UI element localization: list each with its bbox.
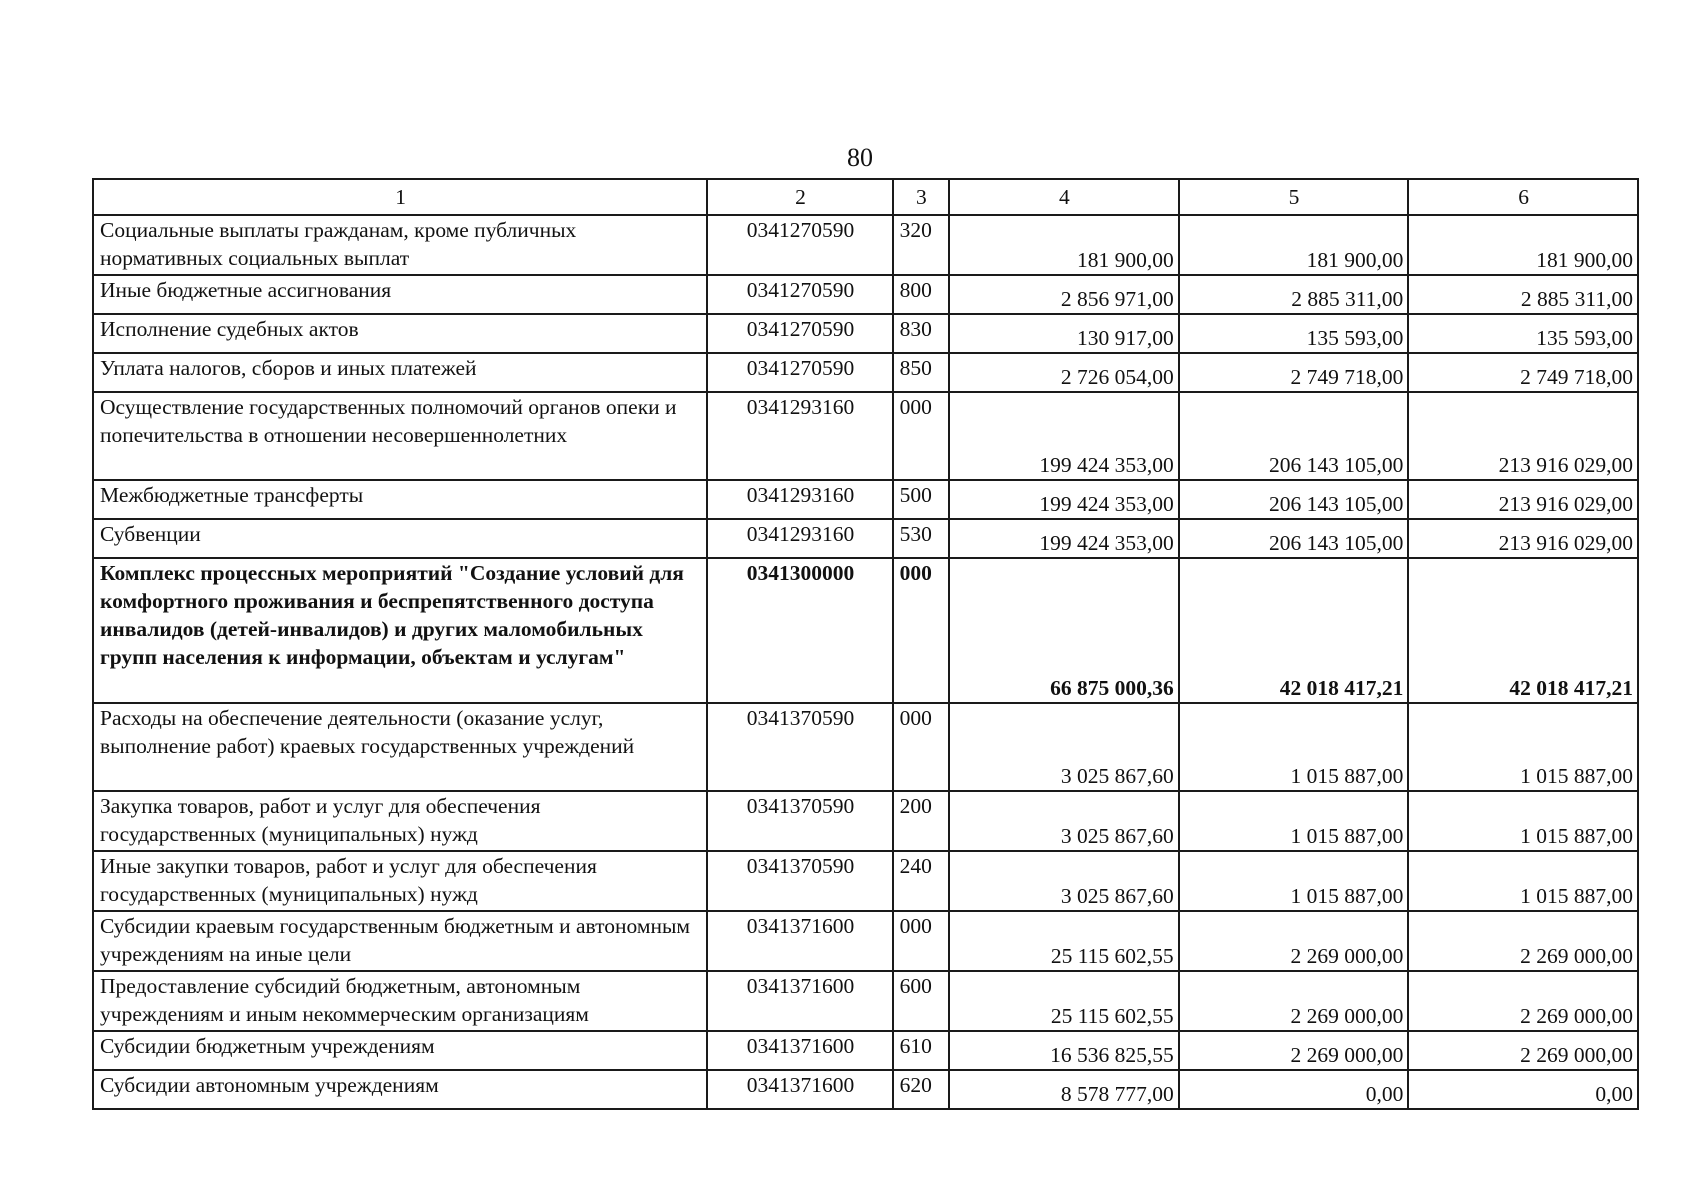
row-amount-year1-cell: 181 900,00 — [949, 215, 1179, 275]
row-amount-year3-cell: 42 018 417,21 — [1408, 558, 1638, 703]
row-amount-year3-cell: 1 015 887,00 — [1408, 851, 1638, 911]
row-amount-year1-cell: 199 424 353,00 — [949, 519, 1179, 558]
row-code-cell: 0341270590 — [707, 353, 892, 392]
table-row — [93, 911, 1638, 971]
row-amount-year2-cell: 2 749 718,00 — [1179, 353, 1409, 392]
row-name-cell: Межбюджетные трансферты — [93, 480, 707, 519]
row-amount-year1-cell: 25 115 602,55 — [949, 971, 1179, 1031]
row-name-cell: Социальные выплаты гражданам, кроме публичных нормативных социальных выплат — [93, 215, 707, 275]
row-amount-year2-cell: 206 143 105,00 — [1179, 519, 1409, 558]
table-row — [93, 392, 1638, 480]
row-code-cell: 0341293160 — [707, 519, 892, 558]
row-kvr-cell: 530 — [893, 519, 949, 558]
row-amount-year2-cell: 1 015 887,00 — [1179, 851, 1409, 911]
row-code-cell: 0341300000 — [707, 558, 892, 703]
table-row — [93, 353, 1638, 392]
row-name-cell: Уплата налогов, сборов и иных платежей — [93, 353, 707, 392]
row-amount-year3-cell: 213 916 029,00 — [1408, 392, 1638, 480]
row-name-cell: Предоставление субсидий бюджетным, автономным учреждениям и иным некоммерческим организациям — [93, 971, 707, 1031]
table-row — [93, 558, 1638, 703]
row-amount-year2-cell: 135 593,00 — [1179, 314, 1409, 353]
row-amount-year1-cell: 66 875 000,36 — [949, 558, 1179, 703]
row-name-cell: Исполнение судебных актов — [93, 314, 707, 353]
header-cell-1: 1 — [93, 179, 707, 215]
table-row — [93, 519, 1638, 558]
row-code-cell: 0341370590 — [707, 851, 892, 911]
row-amount-year3-cell: 2 269 000,00 — [1408, 1031, 1638, 1070]
row-kvr-cell: 000 — [893, 911, 949, 971]
row-code-cell: 0341370590 — [707, 791, 892, 851]
row-name-cell: Расходы на обеспечение деятельности (оказание услуг, выполнение работ) краевых государственных учреждений — [93, 703, 707, 791]
table-body — [93, 179, 1638, 1109]
row-kvr-cell: 610 — [893, 1031, 949, 1070]
row-kvr-cell: 200 — [893, 791, 949, 851]
table-row — [93, 314, 1638, 353]
header-cell-3: 3 — [893, 179, 949, 215]
row-name-cell: Осуществление государственных полномочий органов опеки и попечительства в отношении несовершеннолетних — [93, 392, 707, 480]
row-kvr-cell: 800 — [893, 275, 949, 314]
row-kvr-cell: 000 — [893, 558, 949, 703]
row-code-cell: 0341371600 — [707, 1031, 892, 1070]
row-amount-year3-cell: 213 916 029,00 — [1408, 480, 1638, 519]
row-name-cell: Субсидии бюджетным учреждениям — [93, 1031, 707, 1070]
row-amount-year2-cell: 206 143 105,00 — [1179, 480, 1409, 519]
table-row — [93, 851, 1638, 911]
row-kvr-cell: 000 — [893, 703, 949, 791]
row-code-cell: 0341371600 — [707, 911, 892, 971]
row-amount-year1-cell: 199 424 353,00 — [949, 392, 1179, 480]
row-amount-year1-cell: 2 856 971,00 — [949, 275, 1179, 314]
row-name-cell: Закупка товаров, работ и услуг для обеспечения государственных (муниципальных) нужд — [93, 791, 707, 851]
table-row — [93, 480, 1638, 519]
row-amount-year2-cell: 181 900,00 — [1179, 215, 1409, 275]
row-amount-year3-cell: 2 749 718,00 — [1408, 353, 1638, 392]
row-amount-year1-cell: 3 025 867,60 — [949, 703, 1179, 791]
row-code-cell: 0341371600 — [707, 1070, 892, 1109]
row-kvr-cell: 320 — [893, 215, 949, 275]
table-row — [93, 971, 1638, 1031]
table-row — [93, 215, 1638, 275]
row-name-cell: Субсидии автономным учреждениям — [93, 1070, 707, 1109]
row-kvr-cell: 240 — [893, 851, 949, 911]
row-code-cell: 0341293160 — [707, 480, 892, 519]
row-name-cell: Иные бюджетные ассигнования — [93, 275, 707, 314]
row-amount-year3-cell: 1 015 887,00 — [1408, 791, 1638, 851]
row-amount-year1-cell: 199 424 353,00 — [949, 480, 1179, 519]
row-name-cell: Иные закупки товаров, работ и услуг для обеспечения государственных (муниципальных) нужд — [93, 851, 707, 911]
row-amount-year2-cell: 2 269 000,00 — [1179, 911, 1409, 971]
row-amount-year1-cell: 8 578 777,00 — [949, 1070, 1179, 1109]
row-amount-year2-cell: 206 143 105,00 — [1179, 392, 1409, 480]
row-code-cell: 0341270590 — [707, 275, 892, 314]
table-row — [93, 703, 1638, 791]
row-code-cell: 0341370590 — [707, 703, 892, 791]
row-amount-year3-cell: 2 269 000,00 — [1408, 911, 1638, 971]
row-amount-year3-cell: 2 885 311,00 — [1408, 275, 1638, 314]
row-amount-year3-cell: 135 593,00 — [1408, 314, 1638, 353]
row-amount-year3-cell: 0,00 — [1408, 1070, 1638, 1109]
row-amount-year2-cell: 2 885 311,00 — [1179, 275, 1409, 314]
row-code-cell: 0341293160 — [707, 392, 892, 480]
row-kvr-cell: 620 — [893, 1070, 949, 1109]
row-code-cell: 0341371600 — [707, 971, 892, 1031]
row-amount-year2-cell: 2 269 000,00 — [1179, 971, 1409, 1031]
row-amount-year1-cell: 3 025 867,60 — [949, 791, 1179, 851]
header-cell-6: 6 — [1408, 179, 1638, 215]
budget-table — [92, 178, 1639, 1110]
header-cell-4: 4 — [949, 179, 1179, 215]
row-amount-year1-cell: 3 025 867,60 — [949, 851, 1179, 911]
row-name-cell: Субсидии краевым государственным бюджетным и автономным учреждениям на иные цели — [93, 911, 707, 971]
table-row — [93, 275, 1638, 314]
row-code-cell: 0341270590 — [707, 314, 892, 353]
row-amount-year2-cell: 2 269 000,00 — [1179, 1031, 1409, 1070]
row-name-cell: Комплекс процессных мероприятий "Создание условий для комфортного проживания и беспрепятственного доступа инвалидов (детей-инвалидов) и других маломобильных групп населения к информации, объектам и услугам" — [93, 558, 707, 703]
page-number: 80 — [847, 143, 873, 172]
row-amount-year2-cell: 1 015 887,00 — [1179, 703, 1409, 791]
table-row — [93, 1070, 1638, 1109]
header-cell-5: 5 — [1179, 179, 1409, 215]
row-amount-year3-cell: 181 900,00 — [1408, 215, 1638, 275]
row-kvr-cell: 600 — [893, 971, 949, 1031]
table-header-row — [93, 179, 1638, 215]
row-amount-year1-cell: 2 726 054,00 — [949, 353, 1179, 392]
header-cell-2: 2 — [707, 179, 892, 215]
row-amount-year3-cell: 213 916 029,00 — [1408, 519, 1638, 558]
row-kvr-cell: 850 — [893, 353, 949, 392]
table-row — [93, 1031, 1638, 1070]
row-amount-year1-cell: 16 536 825,55 — [949, 1031, 1179, 1070]
row-kvr-cell: 830 — [893, 314, 949, 353]
row-kvr-cell: 000 — [893, 392, 949, 480]
row-code-cell: 0341270590 — [707, 215, 892, 275]
row-amount-year2-cell: 0,00 — [1179, 1070, 1409, 1109]
row-kvr-cell: 500 — [893, 480, 949, 519]
row-amount-year1-cell: 130 917,00 — [949, 314, 1179, 353]
row-amount-year3-cell: 1 015 887,00 — [1408, 703, 1638, 791]
row-amount-year3-cell: 2 269 000,00 — [1408, 971, 1638, 1031]
row-amount-year1-cell: 25 115 602,55 — [949, 911, 1179, 971]
row-amount-year2-cell: 42 018 417,21 — [1179, 558, 1409, 703]
table-row — [93, 791, 1638, 851]
row-name-cell: Субвенции — [93, 519, 707, 558]
row-amount-year2-cell: 1 015 887,00 — [1179, 791, 1409, 851]
